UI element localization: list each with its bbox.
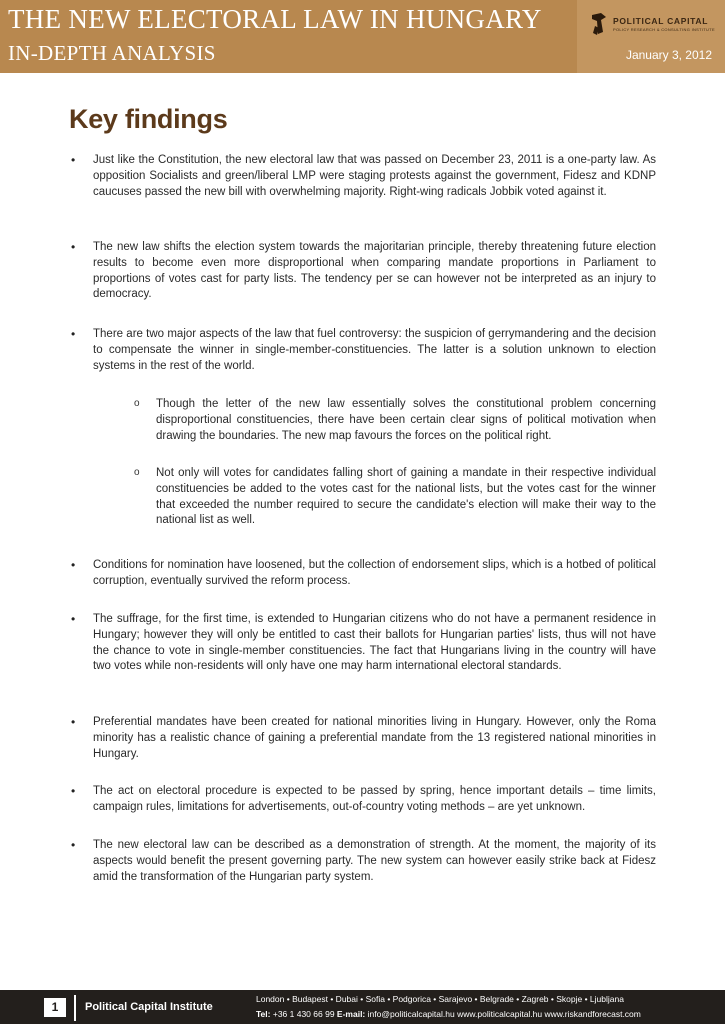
email-address[interactable]: info@politicalcapital.hu [367, 1009, 455, 1019]
section-title: Key findings [69, 104, 228, 134]
finding-text: The suffrage, for the first time, is extended to Hungarian citizens who do not have a permanent residence in Hungary; however they will only be entitled to cast their ballots for Hungarian parties' lists, thus will not have the chance to vote in single-member constituencies. The fact that Hungarians living in the country will have two votes while non-residents will only have one may harm international electoral standards. [93, 613, 656, 673]
bullet-icon: • [71, 715, 76, 729]
finding-text: The new electoral law can be described as a demonstration of strength. At the moment, the majority of its aspects would benefit the present governing party. The new system can however easily strike back at Fidesz amid the transformation of the Hungarian party system. [93, 839, 656, 883]
tel-label: Tel: [256, 1009, 271, 1019]
bullet-icon: • [71, 153, 76, 167]
sub-bullet-icon: o [134, 398, 140, 409]
sub-finding-text: Though the letter of the new law essentially solves the constitutional problem concerning disproportional constituencies, there have been certain clear signs of political motivation when drawing the boundaries. The new map favours the forces on the political right. [156, 398, 656, 442]
document-subtitle: IN-DEPTH ANALYSIS [8, 41, 216, 65]
logo-tagline: POLICY RESEARCH & CONSULTING INSTITUTE [613, 27, 715, 32]
footer-bar [0, 990, 725, 1024]
bullet-icon: • [71, 327, 76, 341]
logo-name: POLITICAL CAPITAL [613, 16, 709, 26]
page-number: 1 [44, 998, 66, 1017]
organization-name: Political Capital Institute [85, 1001, 213, 1013]
sub-finding-text: Not only will votes for candidates falling short of gaining a mandate in their respective individual constituencies be added to the votes cast for the national lists, but the votes cast for the winner that exceeded the number required to secure the candidate's election will make their way to the national list as well. [156, 467, 656, 527]
finding-text: Conditions for nomination have loosened, but the collection of endorsement slips, which is a hotbed of political corruption, eventually survived the reform process. [93, 559, 656, 587]
finding-text: Preferential mandates have been created for national minorities living in Hungary. However, only the Roma minority has a realistic chance of gaining a preferential mandate from the 13 registered national minorities in Hungary. [93, 716, 656, 760]
bullet-icon: • [71, 838, 76, 852]
sub-bullet-icon: o [134, 467, 140, 478]
phone-number: +36 1 430 66 99 [272, 1009, 335, 1019]
footer-divider [74, 995, 76, 1021]
email-label: E-mail: [336, 1009, 366, 1019]
finding-text: The act on electoral procedure is expected to be passed by spring, hence important details – time limits, campaign rules, limitations for advertisements, out-of-country voting methods – are yet unknown. [93, 785, 656, 813]
report-date: January 3, 2012 [625, 48, 712, 62]
bullet-icon: • [71, 558, 76, 572]
finding-text: Just like the Constitution, the new electoral law that was passed on December 23, 2011 is a one-party law. As opposition Socialists and green/liberal LMP were staging protests against the government, Fidesz and KDNP caucuses passed the new bill with overwhelming majority. Right-wing radicals Jobbik voted against it. [93, 154, 656, 198]
website-links[interactable]: www.politicalcapital.hu www.riskandforecast.com [457, 1009, 641, 1019]
document-title: THE NEW ELECTORAL LAW IN HUNGARY [8, 4, 542, 34]
finding-text: The new law shifts the election system towards the majoritarian principle, thereby threatening future election results to become even more disproportional when comparing mandate proportions in Parliament to proportions of votes cast for party lists. The tendency per se can however not be interpreted as an injury to democracy. [93, 241, 656, 301]
contact-line [256, 1009, 641, 1019]
header-banner [0, 0, 725, 73]
political-capital-logo [589, 12, 719, 38]
header-title-block [0, 0, 577, 73]
office-cities: London • Budapest • Dubai • Sofia • Podgorica • Sarajevo • Belgrade • Zagreb • Skopje • Ljubljana [256, 994, 624, 1004]
bullet-icon: • [71, 612, 76, 626]
bullet-icon: • [71, 240, 76, 254]
finding-text: There are two major aspects of the law that fuel controversy: the suspicion of gerrymandering and the decision to compensate the winner in single-member-constituencies. The latter is a solution unknown to election systems in the rest of the world. [93, 328, 656, 372]
logo-emblem-icon [589, 12, 609, 36]
bullet-icon: • [71, 784, 76, 798]
header-logo-block [577, 0, 725, 73]
